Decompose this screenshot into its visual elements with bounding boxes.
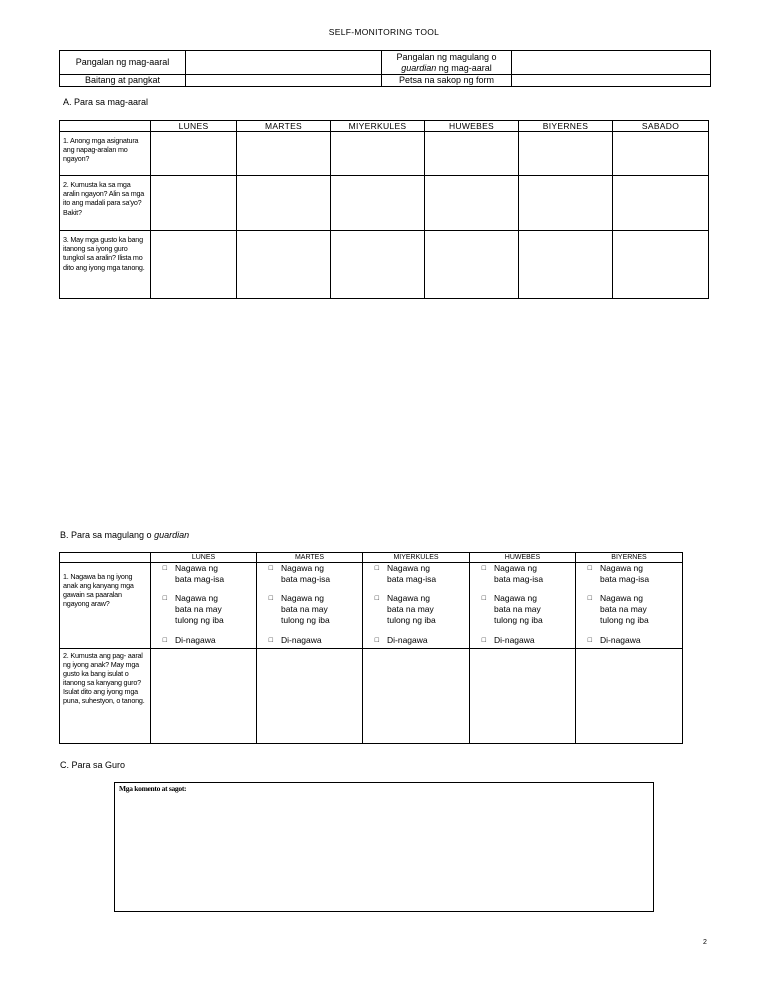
option-label: bata mag-isa xyxy=(175,574,225,584)
section-c-label: C. Para sa Guro xyxy=(60,760,126,770)
page-title: SELF-MONITORING TOOL xyxy=(328,27,440,37)
checkbox-icon[interactable]: □ xyxy=(162,565,167,572)
answer-cell[interactable] xyxy=(331,176,425,231)
answer-cell[interactable] xyxy=(151,231,237,299)
option-label: tulong ng iba xyxy=(281,615,330,625)
day-header: MARTES xyxy=(257,553,363,563)
day-header: LUNES xyxy=(151,553,257,563)
answer-cell[interactable] xyxy=(151,176,237,231)
option-label: bata na may xyxy=(387,604,434,614)
option-label: Nagawa ng xyxy=(600,593,644,603)
option-label: tulong ng iba xyxy=(494,615,543,625)
grade-section-field[interactable] xyxy=(186,75,382,87)
option-done-with-help[interactable] xyxy=(151,593,254,626)
student-monitoring-table xyxy=(59,120,709,299)
option-done-alone[interactable] xyxy=(151,563,254,585)
option-label: bata mag-isa xyxy=(600,574,650,584)
option-label: Di-nagawa xyxy=(175,635,216,645)
checkbox-icon[interactable]: □ xyxy=(481,565,486,572)
answer-cell[interactable] xyxy=(237,176,331,231)
section-b-label: B. Para sa magulang o guardian xyxy=(60,530,190,540)
option-done-with-help[interactable] xyxy=(470,593,573,626)
option-done-with-help[interactable] xyxy=(363,593,467,626)
comment-cell[interactable] xyxy=(151,649,257,744)
teacher-comment-box[interactable] xyxy=(114,782,654,912)
option-done-alone[interactable] xyxy=(576,563,680,585)
answer-cell[interactable] xyxy=(519,132,613,176)
date-field[interactable] xyxy=(512,75,711,87)
parent-question-2: 2. Kumusta ang pag- aaral ng iyong anak? May mga gusto ka bang isulat o itanong sa kanyang guro? Isulat dito ang iyong mga puna, suhestyon, o tanong. xyxy=(60,649,151,744)
comment-cell[interactable] xyxy=(470,649,576,744)
parent-question-1: 1. Nagawa ba ng iyong anak ang kanyang mga gawain sa paaralan ngayong araw? xyxy=(60,563,151,649)
day-header: SABADO xyxy=(613,121,709,132)
answer-cell[interactable] xyxy=(237,132,331,176)
question-2: 2. Kumusta ka sa mga aralin ngayon? Alin sa mga ito ang madali para sa'yo? Bakit? xyxy=(60,176,151,231)
grade-section-label: Baitang at pangkat xyxy=(60,75,186,87)
option-not-done[interactable] xyxy=(257,635,360,646)
option-not-done[interactable] xyxy=(470,635,573,646)
option-label: Nagawa ng xyxy=(281,563,325,573)
teacher-comment-label: Mga komento at sagot: xyxy=(119,784,187,793)
student-name-label: Pangalan ng mag-aaral xyxy=(60,51,186,75)
answer-cell[interactable] xyxy=(331,132,425,176)
answer-cell[interactable] xyxy=(613,132,709,176)
checkbox-icon[interactable]: □ xyxy=(587,595,592,602)
date-label: Petsa na sakop ng form xyxy=(382,75,512,87)
day-header: BIYERNES xyxy=(576,553,683,563)
day-header: LUNES xyxy=(151,121,237,132)
option-label: bata mag-isa xyxy=(281,574,331,584)
checkbox-icon[interactable]: □ xyxy=(374,595,379,602)
section-a-label: A. Para sa mag-aaral xyxy=(63,97,149,107)
answer-cell[interactable] xyxy=(425,132,519,176)
checkbox-icon[interactable]: □ xyxy=(481,637,486,644)
option-done-with-help[interactable] xyxy=(576,593,680,626)
answer-cell[interactable] xyxy=(519,176,613,231)
option-label: tulong ng iba xyxy=(600,615,649,625)
comment-cell[interactable] xyxy=(576,649,683,744)
checkbox-icon[interactable]: □ xyxy=(587,637,592,644)
option-done-alone[interactable] xyxy=(363,563,467,585)
checkbox-icon[interactable]: □ xyxy=(374,565,379,572)
answer-cell[interactable] xyxy=(151,132,237,176)
option-label: Di-nagawa xyxy=(600,635,641,645)
option-label: tulong ng iba xyxy=(175,615,224,625)
option-label: Nagawa ng xyxy=(175,593,219,603)
option-done-with-help[interactable] xyxy=(257,593,360,626)
option-not-done[interactable] xyxy=(576,635,680,646)
option-label: Nagawa ng xyxy=(600,563,644,573)
option-label: Nagawa ng xyxy=(387,563,431,573)
checkbox-icon[interactable]: □ xyxy=(268,595,273,602)
checkbox-icon[interactable]: □ xyxy=(162,595,167,602)
option-label: bata na may xyxy=(494,604,541,614)
checkbox-icon[interactable]: □ xyxy=(481,595,486,602)
option-label: Nagawa ng xyxy=(494,563,538,573)
answer-cell[interactable] xyxy=(613,231,709,299)
question-1: 1. Anong mga asignatura ang napag-aralan mo ngayon? xyxy=(60,132,151,176)
option-label: Di-nagawa xyxy=(494,635,535,645)
answer-cell[interactable] xyxy=(425,231,519,299)
comment-cell[interactable] xyxy=(257,649,363,744)
option-label: Di-nagawa xyxy=(387,635,428,645)
answer-cell[interactable] xyxy=(613,176,709,231)
option-cell xyxy=(257,563,363,649)
option-label: bata mag-isa xyxy=(387,574,437,584)
day-header: HUWEBES xyxy=(425,121,519,132)
option-label: Nagawa ng xyxy=(175,563,219,573)
option-cell xyxy=(576,563,683,649)
parent-name-field[interactable] xyxy=(512,51,711,75)
option-label: bata mag-isa xyxy=(494,574,544,584)
answer-cell[interactable] xyxy=(331,231,425,299)
option-done-alone[interactable] xyxy=(470,563,573,585)
option-label: Nagawa ng xyxy=(387,593,431,603)
option-cell xyxy=(470,563,576,649)
option-not-done[interactable] xyxy=(151,635,254,646)
option-label: Nagawa ng xyxy=(494,593,538,603)
option-cell xyxy=(363,563,470,649)
checkbox-icon[interactable]: □ xyxy=(587,565,592,572)
day-header: MIYERKULES xyxy=(363,553,470,563)
day-header: HUWEBES xyxy=(470,553,576,563)
option-label: bata na may xyxy=(175,604,222,614)
comment-cell[interactable] xyxy=(363,649,470,744)
checkbox-icon[interactable]: □ xyxy=(268,565,273,572)
corner-cell xyxy=(60,121,151,132)
option-done-alone[interactable] xyxy=(257,563,360,585)
day-header: MARTES xyxy=(237,121,331,132)
student-name-field[interactable] xyxy=(186,51,382,75)
option-label: bata na may xyxy=(281,604,328,614)
checkbox-icon[interactable]: □ xyxy=(374,637,379,644)
answer-cell[interactable] xyxy=(425,176,519,231)
day-header: MIYERKULES xyxy=(331,121,425,132)
option-label: Di-nagawa xyxy=(281,635,322,645)
answer-cell[interactable] xyxy=(237,231,331,299)
parent-monitoring-table xyxy=(59,552,683,744)
answer-cell[interactable] xyxy=(519,231,613,299)
checkbox-icon[interactable]: □ xyxy=(268,637,273,644)
parent-name-label: Pangalan ng magulang o guardian ng mag-aaral xyxy=(382,51,512,75)
option-label: bata na may xyxy=(600,604,647,614)
day-header: BIYERNES xyxy=(519,121,613,132)
corner-cell xyxy=(60,553,151,563)
page-number: 2 xyxy=(703,939,707,946)
option-not-done[interactable] xyxy=(363,635,467,646)
checkbox-icon[interactable]: □ xyxy=(162,637,167,644)
option-label: tulong ng iba xyxy=(387,615,436,625)
student-info-table xyxy=(59,50,711,87)
option-cell xyxy=(151,563,257,649)
question-3: 3. May mga gusto ka bang itanong sa iyong guro tungkol sa aralin? Ilista mo dito ang iyong mga tanong. xyxy=(60,231,151,299)
option-label: Nagawa ng xyxy=(281,593,325,603)
